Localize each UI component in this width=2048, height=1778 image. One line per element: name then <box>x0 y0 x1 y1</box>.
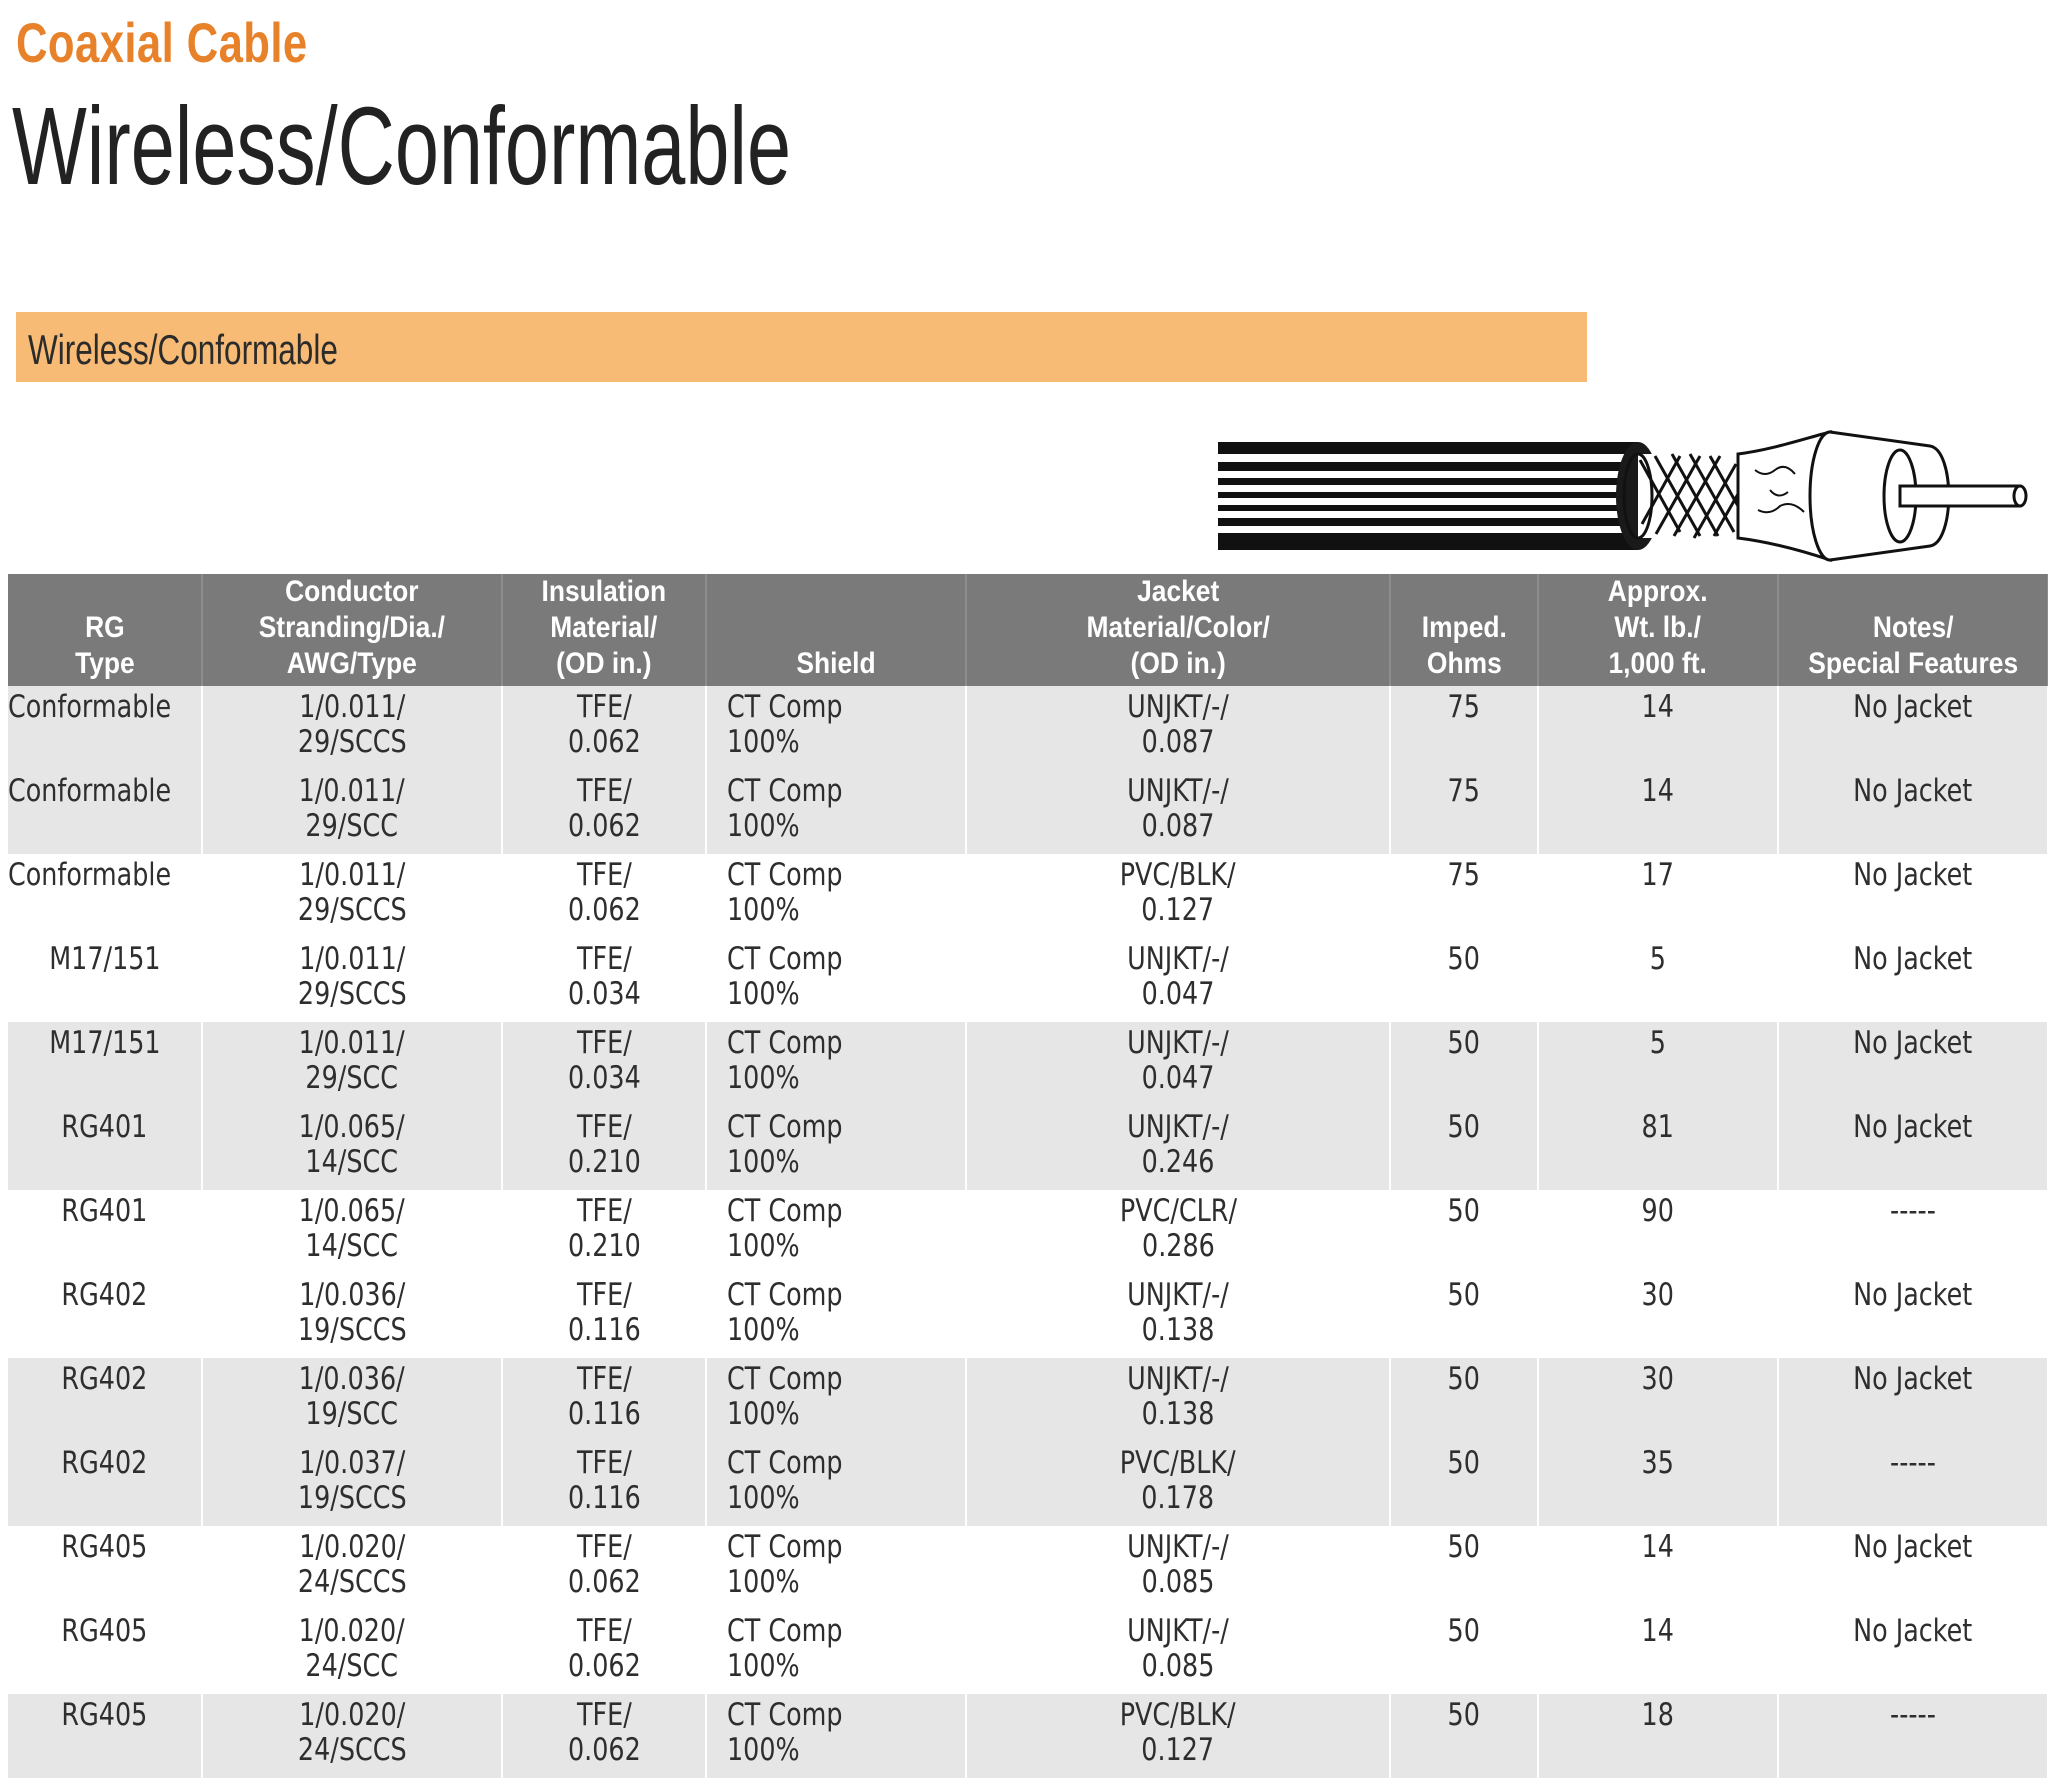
rg-type-cell: Conformable <box>8 686 202 770</box>
table-row <box>8 770 2048 854</box>
table-row <box>8 1526 2048 1610</box>
specifications-table <box>8 574 2048 1778</box>
page-title: Wireless/Conformable <box>12 85 792 208</box>
shield-cell: CT Comp 100% <box>706 770 966 854</box>
jacket-cell: UNJKT/-/ 0.138 <box>966 1274 1390 1358</box>
jacket-cell: UNJKT/-/ 0.087 <box>966 686 1390 770</box>
shield-cell: CT Comp 100% <box>706 1022 966 1106</box>
jacket-cell: UNJKT/-/ 0.138 <box>966 1358 1390 1442</box>
notes-cell: No Jacket <box>1778 770 2048 854</box>
insulation-cell: TFE/ 0.116 <box>502 1442 706 1526</box>
rg-type-cell: RG405 <box>8 1694 202 1778</box>
insulation-cell: TFE/ 0.210 <box>502 1190 706 1274</box>
conductor-cell: 1/0.037/ 19/SCCS <box>202 1442 502 1526</box>
rg-type-cell: RG401 <box>8 1190 202 1274</box>
conductor-cell: 1/0.020/ 24/SCCS <box>202 1694 502 1778</box>
insulation-cell: TFE/ 0.062 <box>502 854 706 938</box>
impedance-cell: 50 <box>1390 1526 1538 1610</box>
category-kicker: Coaxial Cable <box>16 11 308 74</box>
shield-cell: CT Comp 100% <box>706 938 966 1022</box>
weight-cell: 5 <box>1538 938 1778 1022</box>
impedance-cell: 50 <box>1390 1358 1538 1442</box>
insulation-cell: TFE/ 0.062 <box>502 770 706 854</box>
insulation-cell: TFE/ 0.062 <box>502 1610 706 1694</box>
insulation-cell: TFE/ 0.210 <box>502 1106 706 1190</box>
rg-type-cell: M17/151 <box>8 1022 202 1106</box>
impedance-cell: 50 <box>1390 1190 1538 1274</box>
coaxial-cable-cutaway-illustration <box>1210 420 2040 570</box>
table-row <box>8 1358 2048 1442</box>
insulation-cell: TFE/ 0.116 <box>502 1358 706 1442</box>
shield-cell: CT Comp 100% <box>706 686 966 770</box>
conductor-cell: 1/0.011/ 29/SCC <box>202 770 502 854</box>
conductor-cell: 1/0.065/ 14/SCC <box>202 1190 502 1274</box>
column-header-weight: Approx. Wt. lb./ 1,000 ft. <box>1538 574 1778 686</box>
rg-type-cell: RG405 <box>8 1610 202 1694</box>
weight-cell: 35 <box>1538 1442 1778 1526</box>
shield-cell: CT Comp 100% <box>706 1694 966 1778</box>
notes-cell: ----- <box>1778 1190 2048 1274</box>
notes-cell: No Jacket <box>1778 1274 2048 1358</box>
table-row <box>8 1694 2048 1778</box>
impedance-cell: 50 <box>1390 1442 1538 1526</box>
table-row <box>8 1610 2048 1694</box>
jacket-cell: UNJKT/-/ 0.087 <box>966 770 1390 854</box>
table-header-row <box>8 574 2048 686</box>
notes-cell: No Jacket <box>1778 1022 2048 1106</box>
table-row <box>8 938 2048 1022</box>
impedance-cell: 50 <box>1390 1610 1538 1694</box>
impedance-cell: 75 <box>1390 854 1538 938</box>
jacket-cell: PVC/BLK/ 0.178 <box>966 1442 1390 1526</box>
conductor-cell: 1/0.011/ 29/SCCS <box>202 686 502 770</box>
jacket-cell: UNJKT/-/ 0.246 <box>966 1106 1390 1190</box>
notes-cell: No Jacket <box>1778 686 2048 770</box>
shield-cell: CT Comp 100% <box>706 1610 966 1694</box>
section-band <box>16 312 1587 382</box>
rg-type-cell: RG401 <box>8 1106 202 1190</box>
conductor-cell: 1/0.036/ 19/SCC <box>202 1358 502 1442</box>
notes-cell: ----- <box>1778 1694 2048 1778</box>
shield-cell: CT Comp 100% <box>706 1106 966 1190</box>
column-header-insulation: Insulation Material/ (OD in.) <box>502 574 706 686</box>
weight-cell: 18 <box>1538 1694 1778 1778</box>
rg-type-cell: M17/151 <box>8 938 202 1022</box>
weight-cell: 90 <box>1538 1190 1778 1274</box>
weight-cell: 5 <box>1538 1022 1778 1106</box>
weight-cell: 14 <box>1538 770 1778 854</box>
conductor-cell: 1/0.011/ 29/SCC <box>202 1022 502 1106</box>
conductor-cell: 1/0.065/ 14/SCC <box>202 1106 502 1190</box>
notes-cell: No Jacket <box>1778 1610 2048 1694</box>
impedance-cell: 50 <box>1390 1694 1538 1778</box>
impedance-cell: 75 <box>1390 770 1538 854</box>
insulation-cell: TFE/ 0.062 <box>502 1694 706 1778</box>
jacket-cell: PVC/BLK/ 0.127 <box>966 1694 1390 1778</box>
rg-type-cell: RG402 <box>8 1442 202 1526</box>
rg-type-cell: Conformable <box>8 770 202 854</box>
shield-cell: CT Comp 100% <box>706 1442 966 1526</box>
rg-type-cell: RG405 <box>8 1526 202 1610</box>
column-header-impedance: Imped. Ohms <box>1390 574 1538 686</box>
impedance-cell: 50 <box>1390 1106 1538 1190</box>
jacket-cell: PVC/CLR/ 0.286 <box>966 1190 1390 1274</box>
weight-cell: 14 <box>1538 686 1778 770</box>
shield-cell: CT Comp 100% <box>706 1358 966 1442</box>
jacket-cell: UNJKT/-/ 0.047 <box>966 1022 1390 1106</box>
notes-cell: No Jacket <box>1778 1358 2048 1442</box>
table-row <box>8 1022 2048 1106</box>
jacket-cell: PVC/BLK/ 0.127 <box>966 854 1390 938</box>
table-row <box>8 854 2048 938</box>
table-row <box>8 1274 2048 1358</box>
weight-cell: 14 <box>1538 1610 1778 1694</box>
column-header-shield: Shield <box>706 574 966 686</box>
weight-cell: 30 <box>1538 1274 1778 1358</box>
impedance-cell: 50 <box>1390 938 1538 1022</box>
conductor-cell: 1/0.020/ 24/SCCS <box>202 1526 502 1610</box>
table-row <box>8 1190 2048 1274</box>
insulation-cell: TFE/ 0.116 <box>502 1274 706 1358</box>
shield-cell: CT Comp 100% <box>706 1274 966 1358</box>
weight-cell: 81 <box>1538 1106 1778 1190</box>
jacket-cell: UNJKT/-/ 0.085 <box>966 1610 1390 1694</box>
notes-cell: ----- <box>1778 1442 2048 1526</box>
column-header-jacket: Jacket Material/Color/ (OD in.) <box>966 574 1390 686</box>
conductor-cell: 1/0.036/ 19/SCCS <box>202 1274 502 1358</box>
shield-cell: CT Comp 100% <box>706 1190 966 1274</box>
conductor-cell: 1/0.011/ 29/SCCS <box>202 938 502 1022</box>
rg-type-cell: Conformable <box>8 854 202 938</box>
column-header-notes: Notes/ Special Features <box>1778 574 2048 686</box>
rg-type-cell: RG402 <box>8 1274 202 1358</box>
weight-cell: 14 <box>1538 1526 1778 1610</box>
jacket-cell: UNJKT/-/ 0.047 <box>966 938 1390 1022</box>
table-row <box>8 1106 2048 1190</box>
impedance-cell: 75 <box>1390 686 1538 770</box>
column-header-conductor: Conductor Stranding/Dia./ AWG/Type <box>202 574 502 686</box>
notes-cell: No Jacket <box>1778 854 2048 938</box>
notes-cell: No Jacket <box>1778 1106 2048 1190</box>
jacket-cell: UNJKT/-/ 0.085 <box>966 1526 1390 1610</box>
impedance-cell: 50 <box>1390 1022 1538 1106</box>
rg-type-cell: RG402 <box>8 1358 202 1442</box>
notes-cell: No Jacket <box>1778 1526 2048 1610</box>
table-row <box>8 1442 2048 1526</box>
conductor-cell: 1/0.011/ 29/SCCS <box>202 854 502 938</box>
weight-cell: 17 <box>1538 854 1778 938</box>
conductor-cell: 1/0.020/ 24/SCC <box>202 1610 502 1694</box>
insulation-cell: TFE/ 0.034 <box>502 1022 706 1106</box>
notes-cell: No Jacket <box>1778 938 2048 1022</box>
insulation-cell: TFE/ 0.062 <box>502 686 706 770</box>
weight-cell: 30 <box>1538 1358 1778 1442</box>
shield-cell: CT Comp 100% <box>706 1526 966 1610</box>
insulation-cell: TFE/ 0.034 <box>502 938 706 1022</box>
insulation-cell: TFE/ 0.062 <box>502 1526 706 1610</box>
impedance-cell: 50 <box>1390 1274 1538 1358</box>
column-header-rg-type: RG Type <box>8 574 202 686</box>
shield-cell: CT Comp 100% <box>706 854 966 938</box>
table-row <box>8 686 2048 770</box>
section-band-label: Wireless/Conformable <box>28 326 338 373</box>
